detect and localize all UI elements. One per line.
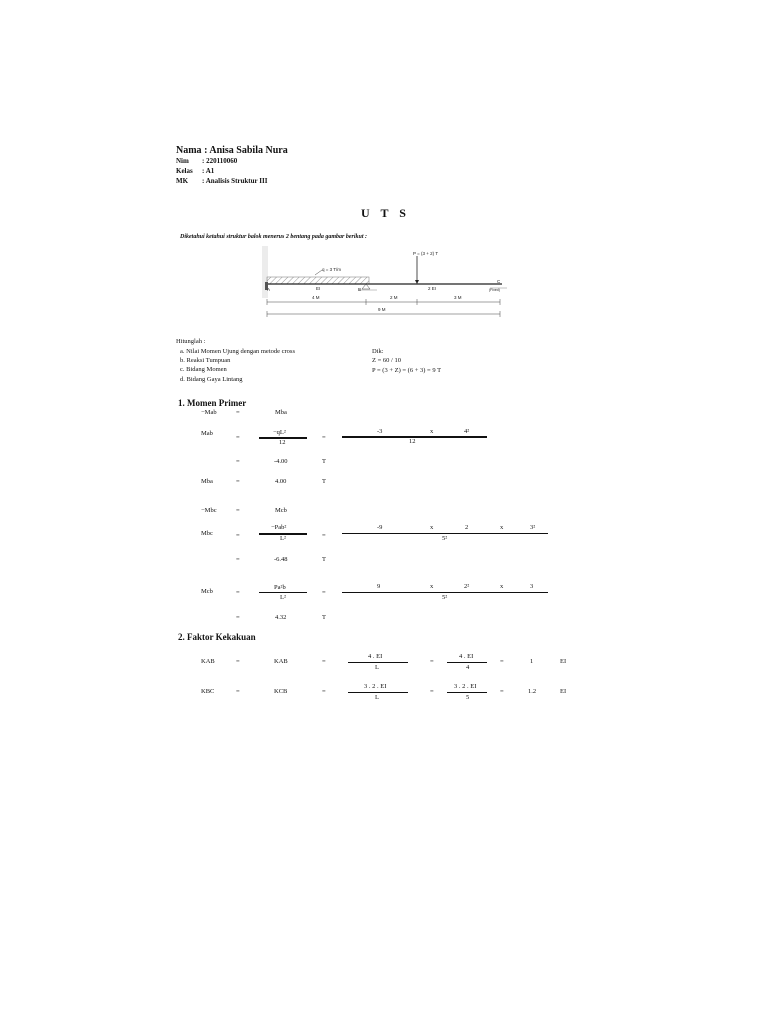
mab-label: Mab — [201, 430, 213, 437]
span3-length: 3 M — [454, 295, 462, 300]
span1-length: 4 M — [312, 295, 320, 300]
equals-sign: = — [236, 478, 240, 485]
kab-formula-den: L — [375, 664, 379, 671]
equals-sign: = — [322, 589, 326, 596]
equals-sign: = — [236, 532, 240, 539]
mbc-calc-b: 2 — [465, 524, 469, 531]
fraction-bar — [348, 662, 408, 663]
unit-label: T — [322, 458, 326, 465]
equals-sign: = — [236, 434, 240, 441]
point-load-arrowhead — [415, 280, 419, 284]
times-sign: x — [430, 583, 434, 590]
equals-sign: = — [236, 688, 240, 695]
load-leader — [315, 270, 322, 275]
mab-neg-label: −Mab — [201, 409, 217, 416]
page-title: U T S — [361, 206, 410, 220]
beam-diagram — [262, 246, 510, 324]
point-load-label: P = (3 + 2) T — [413, 251, 439, 256]
kbc-formula-den: L — [375, 694, 379, 701]
section-heading-momen-primer: 1. Momen Primer — [178, 398, 247, 408]
task-item: c. Bidang Momen — [180, 366, 227, 373]
mab-calc-a: -3 — [377, 428, 383, 435]
fraction-bar — [259, 592, 307, 593]
dist-load-label: q = 3 T/m — [322, 267, 342, 272]
equals-sign: = — [430, 688, 434, 695]
student-name — [176, 145, 288, 156]
equals-sign: = — [236, 614, 240, 621]
kbc-label: KBC — [201, 688, 215, 695]
mcb-calc-den: 5² — [442, 594, 448, 601]
unit-label: T — [322, 478, 326, 485]
kab-calc-den: 4 — [466, 664, 470, 671]
mba-symbol: Mba — [275, 409, 287, 416]
name-value: : Anisa Sabila Nura — [204, 145, 288, 156]
total-length: 9 M — [378, 307, 386, 312]
equals-sign: = — [236, 589, 240, 596]
mbc-calc-den: 5² — [442, 535, 448, 542]
fixed-label: (Fixed) — [489, 288, 500, 292]
mcb-formula-den: L² — [280, 594, 286, 601]
mab-formula-num: −qL² — [273, 429, 286, 436]
kbc-value: 1.2 — [528, 688, 537, 695]
task-item: b. Reaksi Tumpuan — [180, 357, 231, 364]
given-item: Z = 60 / 10 — [372, 357, 401, 364]
meta-label: Kelas — [176, 167, 193, 175]
equals-sign: = — [322, 658, 326, 665]
equals-sign: = — [500, 688, 504, 695]
span2-stiffness-label: 2 EI — [428, 286, 437, 291]
meta-label: MK — [176, 177, 189, 185]
equals-sign: = — [236, 658, 240, 665]
task-item: d. Bidang Gaya Lintang — [180, 376, 243, 383]
equals-sign: = — [322, 434, 326, 441]
kab-symbol: KAB — [274, 658, 288, 665]
section-heading-faktor-kekakuan: 2. Faktor Kekakuan — [178, 632, 256, 642]
kbc-calc-den: 5 — [466, 694, 470, 701]
given-item: P = (3 + Z) = (6 + 3) = 9 T — [372, 367, 442, 374]
times-sign: x — [430, 524, 434, 531]
mbc-calc-c: 3² — [530, 524, 536, 531]
fraction-bar — [348, 692, 408, 693]
kab-formula-num: 4 . EI — [368, 653, 383, 660]
mcb-symbol: Mcb — [275, 507, 287, 514]
fraction-bar — [447, 662, 487, 663]
ei-unit: EI — [560, 658, 567, 665]
support-b-label: B — [358, 287, 362, 292]
tasks-title: Hitunglah : — [176, 338, 206, 345]
equals-sign: = — [430, 658, 434, 665]
mbc-formula-num: −Pab² — [271, 524, 287, 531]
mab-calc-b: 4² — [464, 428, 470, 435]
equals-sign: = — [500, 658, 504, 665]
mba-label: Mba — [201, 478, 213, 485]
times-sign: x — [500, 583, 504, 590]
mbc-calc-a: -9 — [377, 524, 383, 531]
equals-sign: = — [236, 458, 240, 465]
mba-value: 4.00 — [275, 478, 287, 485]
support-a-label: A — [267, 287, 271, 292]
distributed-load — [267, 277, 369, 284]
mbc-neg-label: −Mbc — [201, 507, 217, 514]
kcb-symbol: KCB — [274, 688, 288, 695]
meta-kelas — [176, 167, 214, 175]
meta-value: : Analisis Struktur III — [202, 177, 268, 185]
mcb-calc-c: 3 — [530, 583, 534, 590]
mab-value: -4.00 — [274, 458, 288, 465]
intro-text: Diketahui ketahui struktur balok menerus 2 bentang pada gambar berikut : — [180, 234, 368, 240]
fraction-bar — [342, 533, 548, 534]
mcb-value: 4.32 — [275, 614, 287, 621]
unit-label: T — [322, 614, 326, 621]
mcb-formula-num: Pa²b — [274, 584, 286, 591]
kbc-calc-num: 3 . 2 . EI — [454, 683, 477, 690]
unit-label: T — [322, 556, 326, 563]
equals-sign: = — [236, 507, 240, 514]
mcb-label: Mcb — [201, 588, 213, 595]
mbc-label: Mbc — [201, 530, 213, 537]
meta-label: Nim — [176, 157, 189, 165]
given-title: Dik: — [372, 348, 384, 355]
kab-value: 1 — [530, 658, 534, 665]
equals-sign: = — [236, 409, 240, 416]
meta-mk — [176, 177, 267, 185]
ei-unit: EI — [560, 688, 567, 695]
mbc-formula-den: L² — [280, 535, 286, 542]
kbc-formula-num: 3 . 2 . EI — [364, 683, 387, 690]
fraction-bar — [342, 592, 548, 593]
meta-value: : A1 — [202, 167, 215, 175]
equals-sign: = — [322, 532, 326, 539]
span2-length: 2 M — [390, 295, 398, 300]
support-c-label: C — [497, 279, 501, 284]
kab-label: KAB — [201, 658, 215, 665]
support-b-symbol — [362, 284, 370, 289]
meta-nim — [176, 157, 237, 165]
mab-calc-den: 12 — [409, 438, 416, 445]
span1-stiffness-label: EI — [316, 286, 321, 291]
times-sign: x — [430, 428, 434, 435]
mcb-calc-b: 2² — [464, 583, 470, 590]
kab-calc-num: 4 . EI — [459, 653, 474, 660]
task-item: a. Nilai Momen Ujung dengan metode cross — [180, 348, 295, 355]
mab-formula-den: 12 — [279, 439, 286, 446]
mcb-calc-a: 9 — [377, 583, 381, 590]
mbc-value: -6.48 — [274, 556, 288, 563]
times-sign: x — [500, 524, 504, 531]
equals-sign: = — [236, 556, 240, 563]
equals-sign: = — [322, 688, 326, 695]
meta-value: : 220110060 — [202, 157, 238, 165]
name-label: Nama — [176, 145, 202, 156]
fraction-bar — [447, 692, 487, 693]
